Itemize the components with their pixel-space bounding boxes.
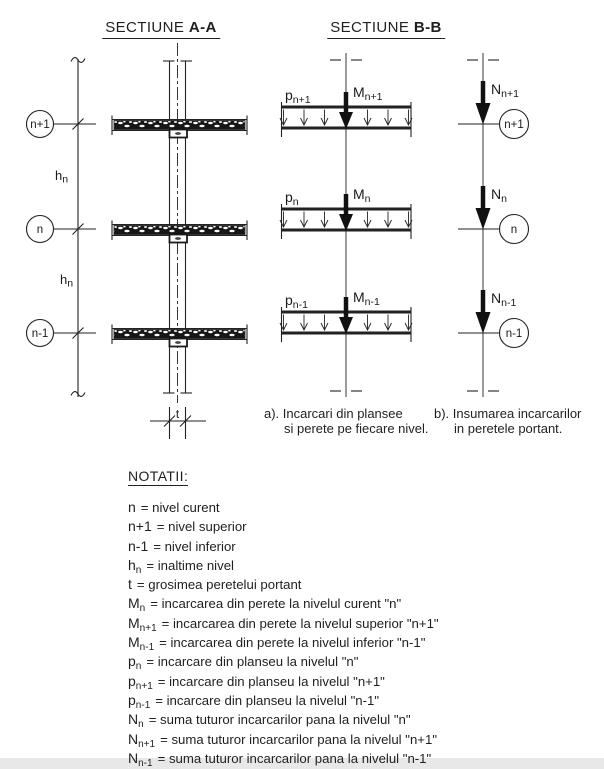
slab-load-label-nm1: $p_{n-1}$ <box>285 292 308 311</box>
section-a-title-name: A-A <box>188 19 217 36</box>
notation-item-pn: $p_n$ = incarcare din planseu la nivelul "n" <box>128 653 359 673</box>
wall-elevation <box>163 43 192 403</box>
caption-a <box>264 407 429 436</box>
axial-circle-label-n: n <box>510 224 518 236</box>
storey-dimension-line <box>71 58 85 397</box>
notation-item-nn: $N_n$ = suma tuturor incarcarilor pana la nivelul "n" <box>128 711 411 731</box>
wall-load-label-n1: $M_{n+1}$ <box>353 84 383 103</box>
level-circle-label-n: n <box>36 224 44 236</box>
level-circle-label-nm1: n-1 <box>31 328 49 340</box>
notation-item-nnm1: $N_{n-1}$ = suma tuturor incarcarilor pana la nivelul "n-1" <box>128 749 432 769</box>
axial-load-label-nm1: $N_{n-1}$ <box>491 290 517 309</box>
wall-thickness-dimension <box>150 407 206 439</box>
wall-load-label-n: $M_n$ <box>353 186 371 205</box>
notation-item-t: t = grosimea peretelui portant <box>128 576 302 593</box>
axial-circle-label-n1: n+1 <box>504 119 524 131</box>
notation-item-mn1: $M_{n+1}$ = incarcarea din perete la nivelul superior "n+1" <box>128 614 439 634</box>
notation-item-mnm1: $M_{n-1}$ = incarcarea din perete la nivelul inferior "n-1" <box>128 634 426 654</box>
section-b-loads-diagram <box>280 53 412 397</box>
section-a-drawing <box>27 43 248 439</box>
level-circle-label-n1: n+1 <box>30 119 50 131</box>
floor-slab-n1 <box>112 116 247 138</box>
wall-thickness-label: t <box>175 407 180 421</box>
axial-load-label-n: $N_n$ <box>491 186 507 205</box>
notation-item-n: n = nivel curent <box>128 499 220 515</box>
axial-circle-label-nm1: n-1 <box>505 328 523 340</box>
section-b-axial-diagram <box>458 53 529 397</box>
slab-load-label-n: $p_n$ <box>285 189 299 208</box>
wall-load-label-nm1: $M_{n-1}$ <box>353 289 380 308</box>
caption-a-line1: a). Incarcari din plansee <box>264 406 403 421</box>
floor-slab-nm1 <box>112 325 247 347</box>
notation-item-pnm1: $p_{n-1}$ = incarcare din planseu la nivelul "n-1" <box>128 691 380 711</box>
caption-b <box>434 407 581 436</box>
notations-legend <box>128 468 439 769</box>
axial-load-label-n1: $N_{n+1}$ <box>491 81 519 100</box>
caption-b-line1: b). Insumarea incarcarilor <box>434 406 582 421</box>
section-b-title-prefix: SECTIUNE <box>330 19 414 36</box>
caption-b-line2: in peretele portant. <box>454 420 563 436</box>
storey-height-label-lower: hn <box>60 272 74 290</box>
notation-item-n1: n+1 = nivel superior <box>128 518 247 535</box>
floor-slab-n <box>112 221 247 243</box>
notation-item-nn1: $N_{n+1}$ = suma tuturor incarcarilor pana la nivelul "n+1" <box>128 730 438 750</box>
storey-height-label-upper: hn <box>55 168 69 186</box>
notation-item-mn: $M_n$ = incarcarea din perete la nivelul curent "n" <box>128 595 402 615</box>
section-b-title-name: B-B <box>413 19 442 36</box>
notation-item-hn: $h_n$ = inaltime nivel <box>128 556 234 576</box>
notation-item-pn1: $p_{n+1}$ = incarcare din planseu la nivelul "n+1" <box>128 672 385 692</box>
notation-item-nm1: n-1 = nivel inferior <box>128 537 236 554</box>
caption-a-line2: si perete pe fiecare nivel. <box>284 420 429 436</box>
notations-title: NOTATII: <box>128 468 189 484</box>
slab-load-label-n1: $p_{n+1}$ <box>285 87 311 106</box>
section-a-title-prefix: SECTIUNE <box>105 19 189 36</box>
